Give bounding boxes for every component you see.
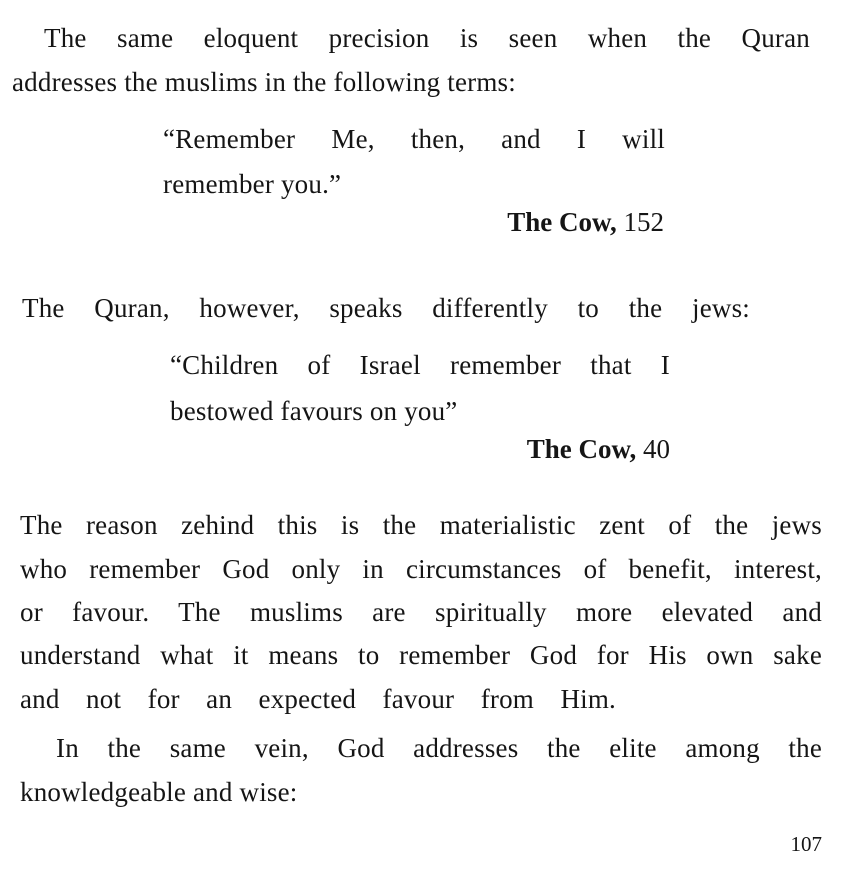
paragraph-1-line-2: addresses the muslims in the following terms: [12, 67, 516, 97]
paragraph-3-line-1: The reason zehind this is the materialistic zent of the jews [20, 510, 822, 540]
page-number: 107 [790, 832, 822, 856]
quote-1-source: The Cow, [507, 207, 617, 237]
quote-1-line-1: “Remember Me, then, and I will [163, 124, 665, 154]
paragraph-3-line-3: or favour. The muslims are spiritually more elevated and [20, 597, 822, 627]
quote-1-line-2: remember you.” [163, 169, 342, 199]
paragraph-3-line-5: and not for an expected favour from Him. [20, 684, 616, 714]
paragraph-4-line-1: In the same vein, God addresses the elite among the [56, 733, 822, 763]
quote-2-source: The Cow, [526, 434, 637, 464]
paragraph-1-line-1: The same eloquent precision is seen when the Quran [44, 23, 810, 53]
quote-2-verse: 40 [643, 434, 670, 464]
paragraph-2-line-1: The Quran, however, speaks differently to the jews: [22, 293, 750, 323]
quote-2-reference [527, 433, 670, 465]
quote-1-verse: 152 [623, 207, 664, 237]
paragraph-3-line-2: who remember God only in circumstances of benefit, interest, [20, 554, 822, 584]
paragraph-4-line-2: knowledgeable and wise: [20, 777, 298, 807]
paragraph-3-line-4: understand what it means to remember God for His own sake [20, 640, 822, 670]
quote-1-reference [507, 206, 664, 238]
quote-2-line-2: bestowed favours on you” [170, 396, 458, 426]
quote-2-line-1: “Children of Israel remember that I [170, 350, 670, 380]
